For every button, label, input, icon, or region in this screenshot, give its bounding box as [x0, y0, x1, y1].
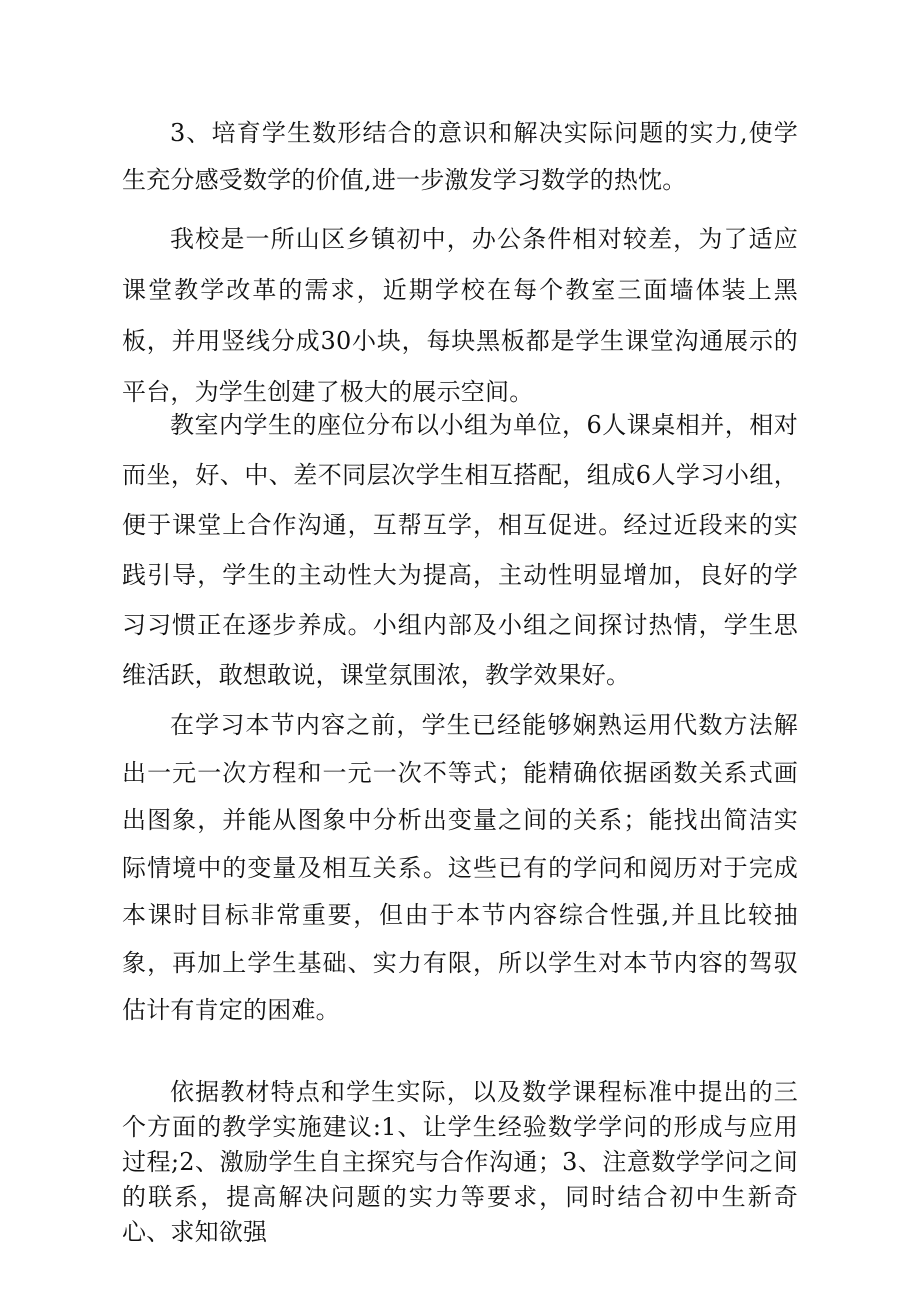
paragraph-objective-3: 3、培育学生数形结合的意识和解决实际问题的实力,使学生充分感受数学的价值,进一步激发学习数学的热忱。: [122, 119, 798, 194]
paragraph-teaching-basis: 依据教材特点和学生实际，以及数学课程标准中提出的三个方面的教学实施建议:1、让学生经验数学学问的形成与应用过程;2、激励学生自主探究与合作沟通；3、注意数学学问之间的联系，提高解决问题的实力等要求，同时结合初中生新奇心、求知欲强: [122, 1078, 798, 1246]
paragraph-classroom-groups: 教室内学生的座位分布以小组为单位，6人课桌相并，相对而坐，好、中、差不同层次学生相互搭配，组成6人学习小组，便于课堂上合作沟通，互帮互学，相互促进。经过近段来的实践引导，学生的主动性大为提高，主动性明显增加，良好的学习习惯正在逐步养成。小组内部及小组之间探讨热情，学生思维活跃，敢想敢说，课堂氛围浓，教学效果好。: [122, 411, 798, 689]
paragraph-school-conditions: 我校是一所山区乡镇初中，办公条件相对较差，为了适应课堂教学改革的需求，近期学校在每个教室三面墙体装上黑板，并用竖线分成30小块，每块黑板都是学生课堂沟通展示的平台，为学生创建了极大的展示空间。: [122, 225, 798, 406]
paragraph-student-analysis: 在学习本节内容之前，学生已经能够娴熟运用代数方法解出一元一次方程和一元一次不等式；能精确依据函数关系式画出图象，并能从图象中分析出变量之间的关系；能找出简洁实际情境中的变量及相互关系。这些已有的学问和阅历对于完成本课时目标非常重要，但由于本节内容综合性强,并且比较抽象，再加上学生基础、实力有限，所以学生对本节内容的驾驭估计有肯定的困难。: [122, 711, 798, 1024]
